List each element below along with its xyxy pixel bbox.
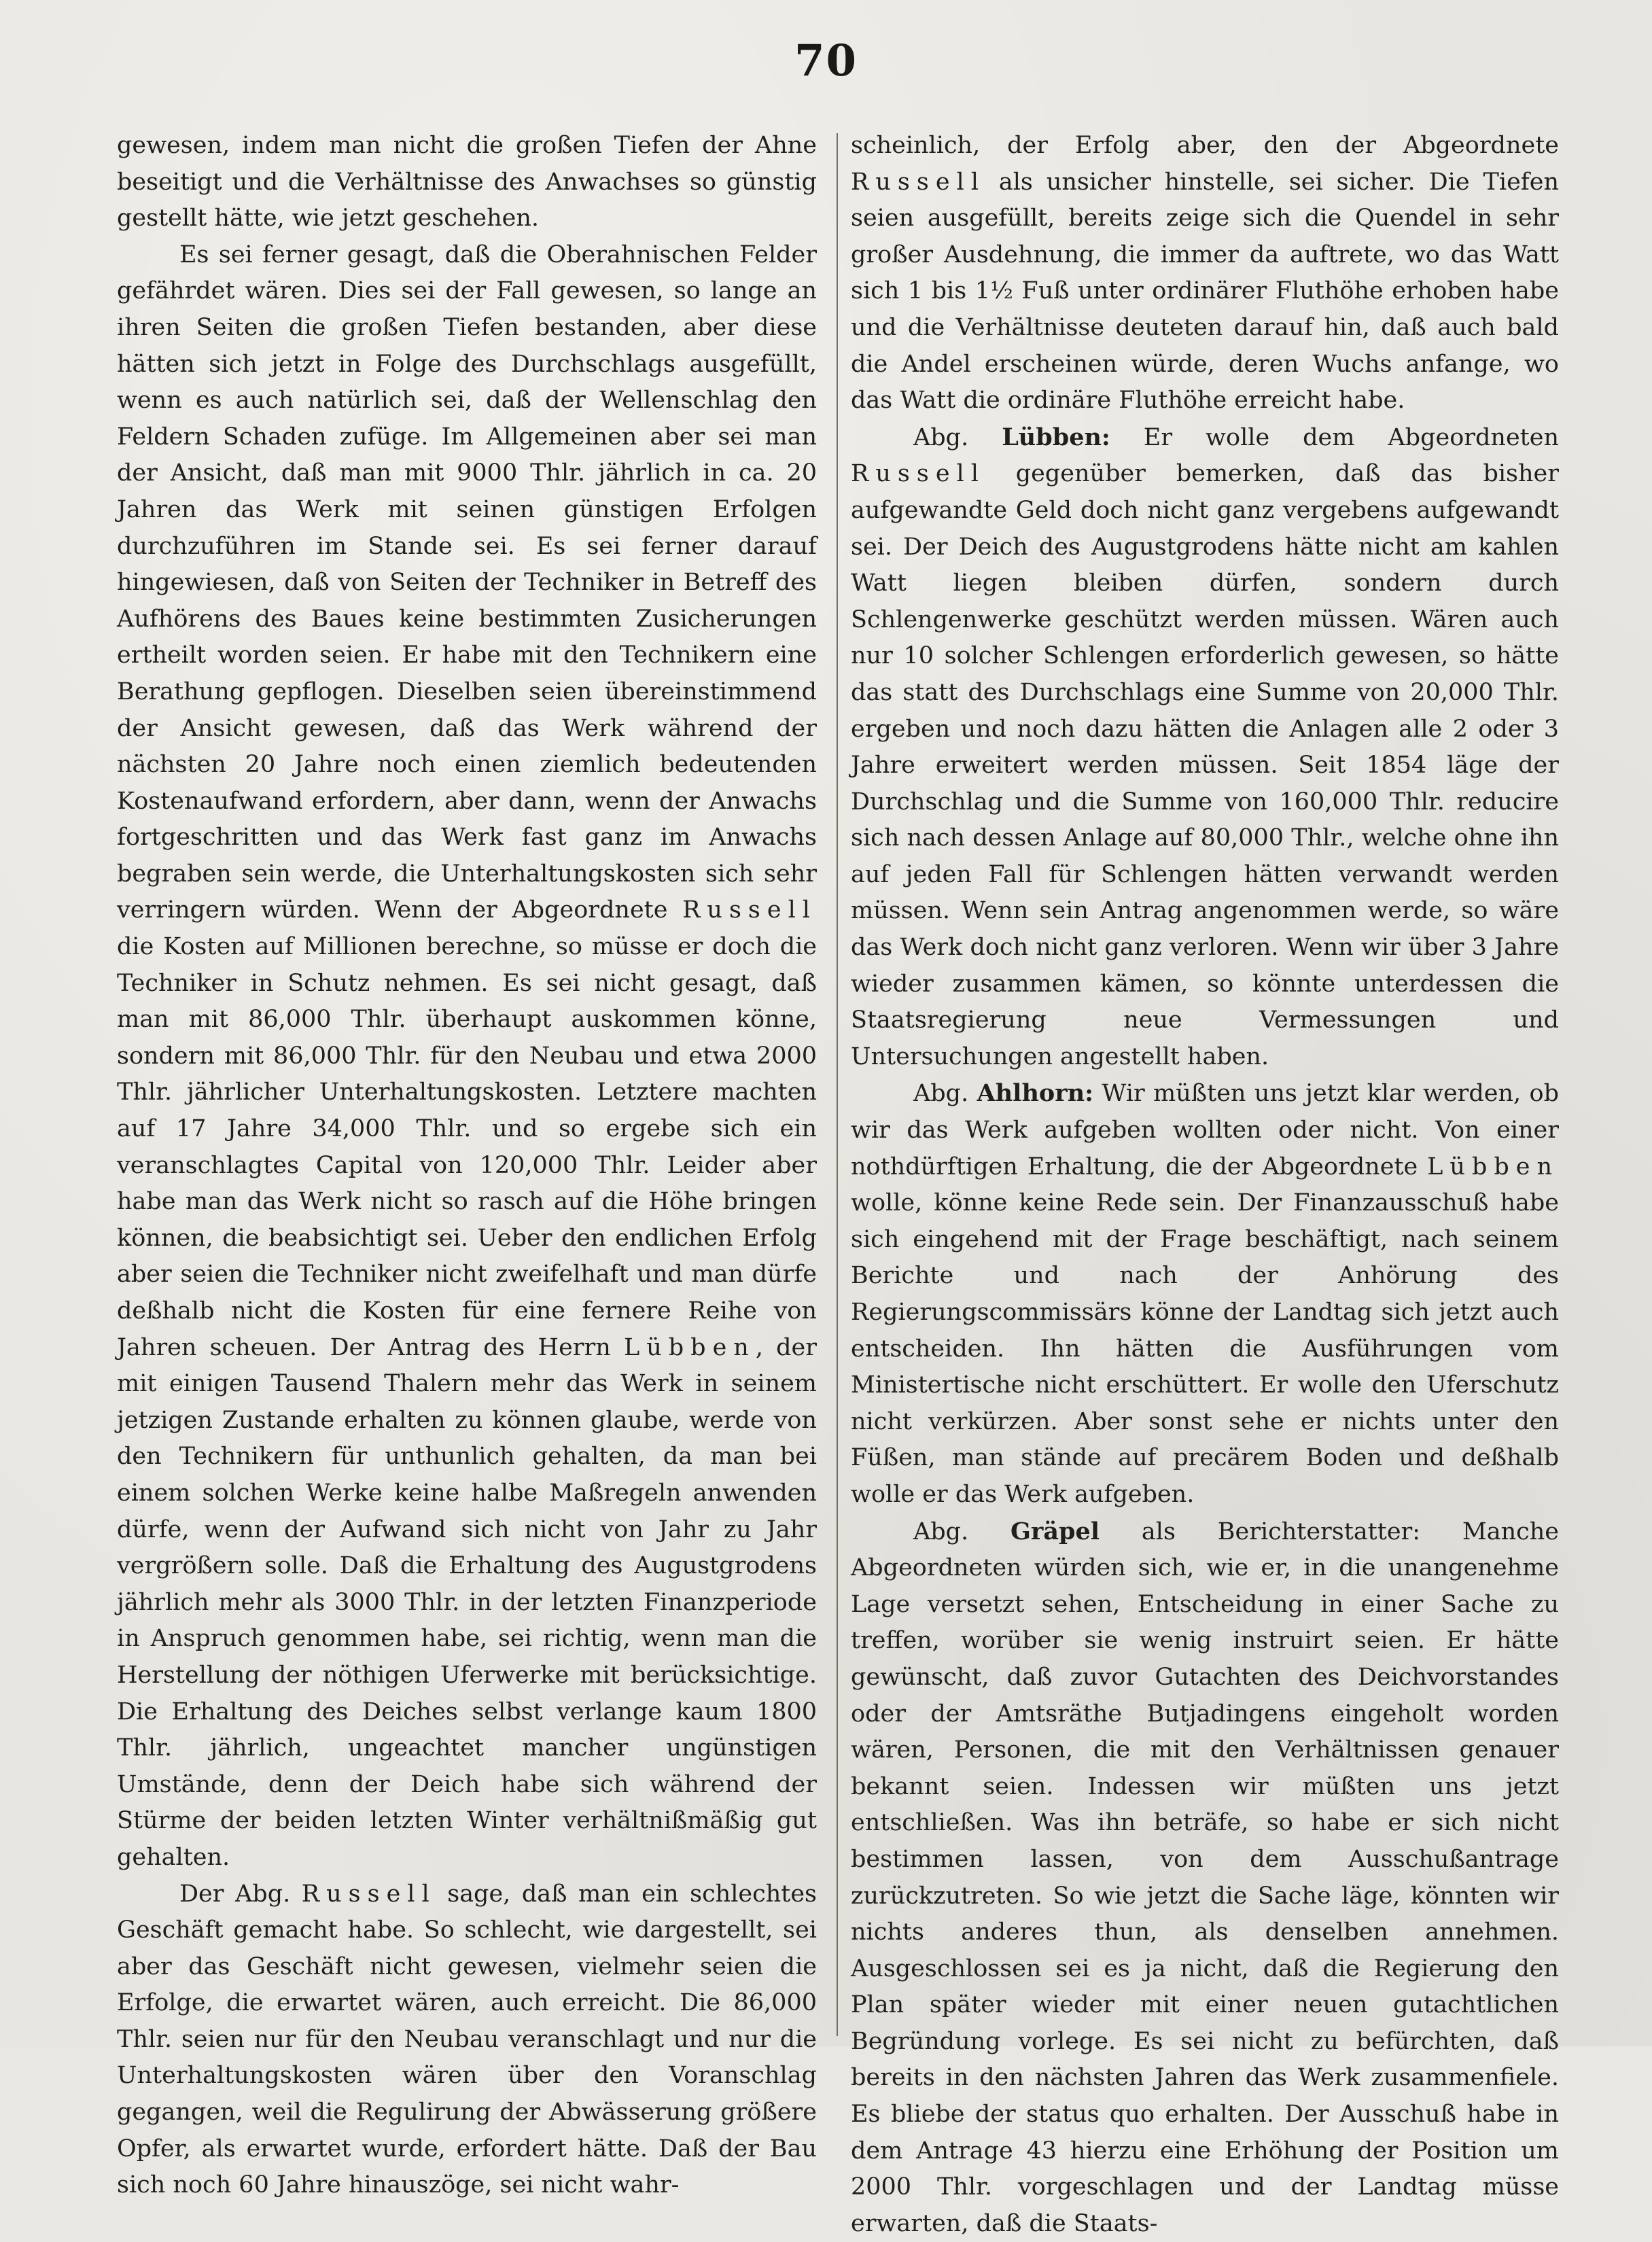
page-number: 70 bbox=[794, 35, 858, 86]
spaced-name: Russell bbox=[851, 460, 985, 488]
paragraph bbox=[851, 419, 1559, 1076]
left-column bbox=[117, 128, 817, 2204]
speaker-name: Lübben: bbox=[1002, 423, 1110, 451]
paragraph-text: wolle, könne keine Rede sein. Der Finanzausschuß habe sich eingehend mit der Frage beschäftigt, nach seinem Berichte und nach der Anhörung des Regierungscommissärs könne der Landtag sich jetzt auch entscheiden. Ihn hätten die Ausführungen vom Ministertische nicht erschüttert. Er wolle den Uferschutz nicht verkürzen. Aber sonst sehe er nichts unter den Füßen, man stände auf precärem Boden und deßhalb wolle er das Werk aufgeben. bbox=[851, 1189, 1559, 1508]
paragraph-text: , der mit einigen Tausend Thalern mehr das Werk in seinem jetzigen Zustande erhalten zu können glaube, werde von den Technikern für unthunlich gehalten, da man bei einem solchen Werke keine halbe Maßregeln anwenden dürfe, wenn der Aufwand sich nicht von Jahr zu Jahr vergrößern solle. Daß die Erhaltung des Augustgrodens jährlich mehr als 3000 Thlr. in der letzten Finanzperiode in Anspruch genommen habe, sei richtig, wenn man die Herstellung der nöthigen Uferwerke mit berücksichtige. Die Erhaltung des Deiches selbst verlange kaum 1800 Thlr. jährlich, ungeachtet mancher ungünstigen Umstände, denn der Deich habe sich während der Stürme der beiden letzten Winter verhältnißmäßig gut gehalten. bbox=[117, 1333, 818, 1871]
speaker-name: Ahlhorn: bbox=[977, 1079, 1094, 1108]
paragraph-text: Abg. bbox=[913, 1518, 1011, 1545]
paragraph bbox=[117, 128, 817, 237]
paragraph bbox=[851, 128, 1559, 419]
paragraph-text: Abg. bbox=[913, 1080, 977, 1108]
paragraph bbox=[851, 1513, 1559, 2242]
spaced-name: Russell bbox=[682, 896, 817, 924]
paragraph-text: Es sei ferner gesagt, daß die Oberahnischen Felder gefährdet wären. Dies sei der Fall gewesen, so lange an ihren Seiten die großen Tiefen bestanden, aber diese hätten sich jetzt in Folge des Durchschlags ausgefüllt, wenn es auch natürlich sei, daß der Wellenschlag den Feldern Schaden zufüge. Im Allgemeinen aber sei man der Ansicht, daß man mit 9000 Thlr. jährlich in ca. 20 Jahren das Werk mit seinen günstigen Erfolgen durchzuführen im Stande sei. Es sei ferner darauf hingewiesen, daß von Seiten der Techniker in Betreff des Aufhörens des Baues keine bestimmten Zusicherungen ertheilt worden seien. Er habe mit den Technikern eine Berathung gepflogen. Dieselben seien übereinstimmend der Ansicht gewesen, daß das Werk während der nächsten 20 Jahre noch einen ziemlich bedeutenden Kostenaufwand erfordern, aber dann, wenn der Anwachs fortgeschritten und das Werk fast ganz im Anwachs begraben sein werde, die Unterhaltungskosten sich sehr verringern würden. Wenn der Abgeordnete bbox=[117, 241, 817, 924]
paragraph bbox=[117, 237, 817, 1876]
spaced-name: Russell bbox=[301, 1880, 436, 1908]
paragraph-text: gegenüber bemerken, daß das bisher aufgewandte Geld doch nicht ganz vergebens aufgewandt sei. Der Deich des Augustgrodens hätte nicht am kahlen Watt liegen bleiben dürfen, sondern durch Schlengenwerke geschützt werden müssen. Wären auch nur 10 solcher Schlengen erforderlich gewesen, so hätte das statt des Durchschlags eine Summe von 20,000 Thlr. ergeben und noch dazu hätten die Anlagen alle 2 oder 3 Jahre erweitert werden müssen. Seit 1854 läge der Durchschlag und die Summe von 160,000 Thlr. reducire sich nach dessen Anlage auf 80,000 Thlr., welche ohne ihn auf jeden Fall für Schlengen hätten verwandt werden müssen. Wenn sein Antrag angenommen werde, so wäre das Werk doch nicht ganz verloren. Wenn wir über 3 Jahre wieder zusammen kämen, so könnte unterdessen die Staatsregierung neue Vermessungen und Untersuchungen angestellt haben. bbox=[851, 460, 1559, 1070]
paragraph-text: Abg. bbox=[913, 423, 1002, 451]
paragraph-text: die Kosten auf Millionen berechne, so müsse er doch die Techniker in Schutz nehmen. Es sei nicht gesagt, daß man mit 86,000 Thlr. überhaupt auskommen könne, sondern mit 86,000 Thlr. für den Neubau und etwa 2000 Thlr. jährlicher Unterhaltungskosten. Letztere machten auf 17 Jahre 34,000 Thlr. und so ergebe sich ein veranschlagtes Capital von 120,000 Thlr. Leider aber habe man das Werk nicht so rasch auf die Höhe bringen können, die beabsichtigt sei. Ueber den endlichen Erfolg aber seien die Techniker nicht zweifelhaft und man dürfe deßhalb nicht die Kosten für eine fernere Reihe von Jahren scheuen. Der Antrag des Herrn bbox=[117, 933, 817, 1361]
paragraph-text: gewesen, indem man nicht die großen Tiefen der Ahne beseitigt und die Verhältnisse des Anwachses so günstig gestellt hätte, wie jetzt geschehen. bbox=[117, 132, 817, 232]
paragraph-text: als Berichterstatter: Manche Abgeordneten würden sich, wie er, in die unangenehme Lage versetzt sehen, Entscheidung in einer Sache zu treffen, worüber sie wenig instruirt seien. Er hätte gewünscht, daß zuvor Gutachten des Deichvorstandes oder der Amtsräthe Butjadingens eingeholt worden wären, Personen, die mit den Verhältnissen genauer bekannt seien. Indessen wir müßten uns jetzt entschließen. Was ihn beträfe, so habe er sich nicht bestimmen lassen, von dem Ausschußantrage zurückzutreten. So wie jetzt die Sache läge, könnten wir nichts anderes thun, als denselben annehmen. Ausgeschlossen sei es ja nicht, daß die Regierung den Plan später wieder mit einer neuen gutachtlichen Begründung vorlege. Es sei nicht zu befürchten, daß bereits in den nächsten Jahren das Werk zusammenfiele. Es bliebe der status quo erhalten. Der Ausschuß habe in dem Antrage 43 hierzu eine Erhöhung der Position um 2000 Thlr. vorgeschlagen und der Landtag müsse erwarten, daß die Staats- bbox=[851, 1518, 1559, 2237]
right-column bbox=[851, 128, 1559, 2242]
paragraph-text: als unsicher hinstelle, sei sicher. Die Tiefen seien ausgefüllt, bereits zeige sich die Quendel in sehr großer Ausdehnung, die immer da auftrete, wo das Watt sich 1 bis 1½ Fuß unter ordinärer Fluthöhe erhoben habe und die Verhältnisse deuteten darauf hin, daß auch bald die Andel erscheinen würde, deren Wuchs anfange, wo das Watt die ordinäre Fluthöhe erreicht habe. bbox=[851, 168, 1559, 415]
column-divider bbox=[837, 133, 838, 2036]
speaker-name: Gräpel bbox=[1010, 1517, 1100, 1545]
paragraph-text: Wir müßten uns jetzt klar werden, ob wir das Werk aufgeben wollten oder nicht. Von einer nothdürftigen Erhaltung, die der Abgeordnete bbox=[851, 1080, 1559, 1180]
paragraph bbox=[117, 1876, 817, 2204]
paragraph-text: Er wolle dem Abgeordneten bbox=[1110, 423, 1559, 451]
paragraph-text: Der Abg. bbox=[179, 1880, 302, 1908]
paragraph-text: sage, daß man ein schlechtes Geschäft gemacht habe. So schlecht, wie dargestellt, sei aber das Geschäft nicht gewesen, vielmehr seien die Erfolge, die erwartet wären, auch erreicht. Die 86,000 Thlr. seien nur für den Neubau veranschlagt und nur die Unterhaltungskosten wären über den Voranschlag gegangen, weil die Regulirung der Abwässerung größere Opfer, als erwartet wurde, erfordert hätte. Daß der Bau sich noch 60 Jahre hinauszöge, sei nicht wahr- bbox=[117, 1880, 818, 2199]
spaced-name: Russell bbox=[851, 168, 985, 196]
paragraph bbox=[851, 1075, 1559, 1513]
paragraph-text: scheinlich, der Erfolg aber, den der Abgeordnete bbox=[851, 132, 1559, 159]
spaced-name: Lübben bbox=[623, 1333, 756, 1361]
spaced-name: Lübben bbox=[1427, 1153, 1559, 1180]
